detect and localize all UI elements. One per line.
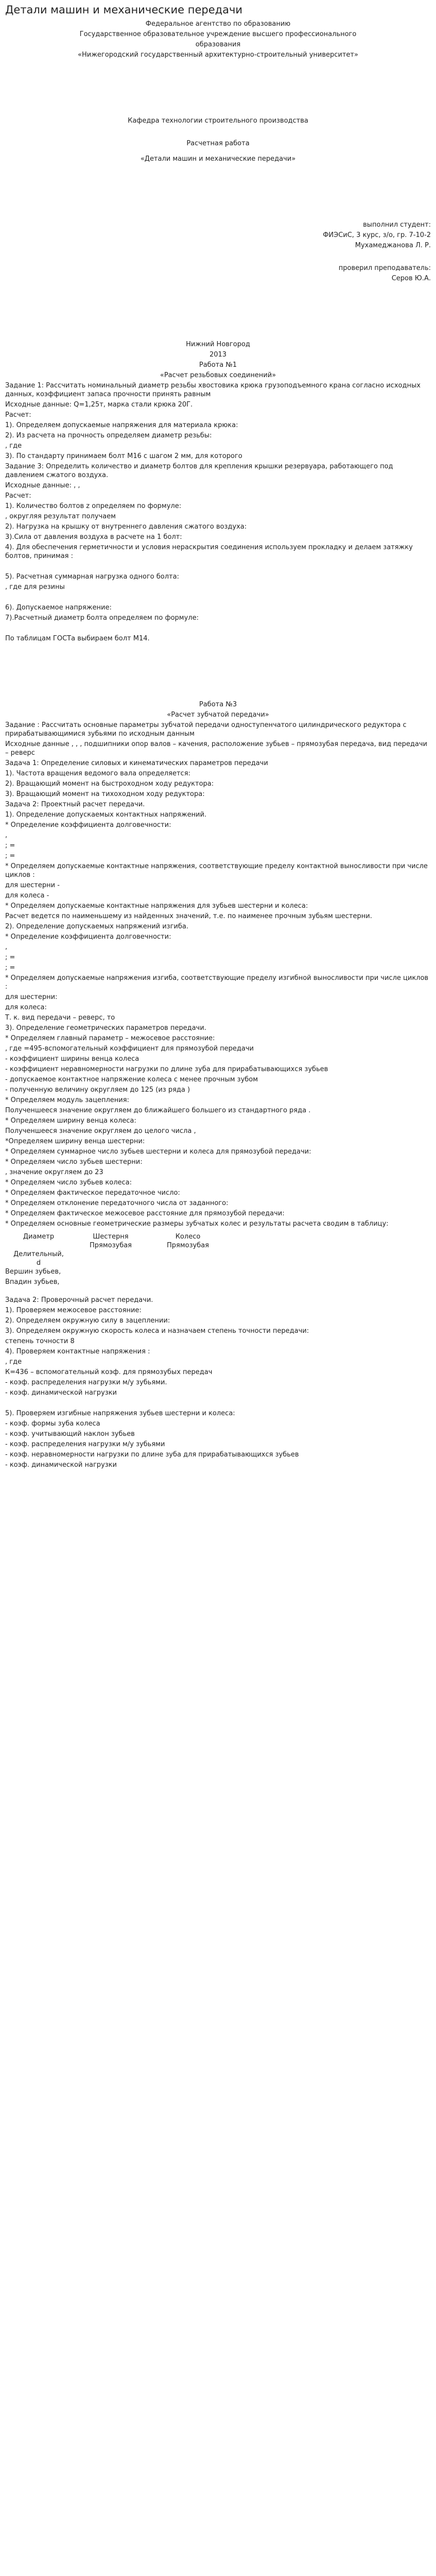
text-line: - коэф. учитывающий наклон зубьев <box>5 1430 135 1438</box>
text-line: Исходные данные: , , <box>5 482 80 489</box>
text-line <box>5 624 431 633</box>
text-line: 3). По стандарту принимаем болт М16 с шагом 2 мм, для которого <box>5 452 242 460</box>
teacher-label: проверил преподаватель: <box>338 264 431 272</box>
work1-title: Работа №1 <box>199 361 237 369</box>
header-line: Федеральное агентство по образованию <box>145 20 291 28</box>
text-line: ; = <box>5 954 15 961</box>
text-line: 2). Вращающий момент на быстроходном ходу редуктора: <box>5 780 214 788</box>
text-line: для колеса - <box>5 892 49 900</box>
text-line: 6). Допускаемое напряжение: <box>5 604 112 612</box>
text-line: * Определяем фактическое межосевое расстояние для прямозубой передачи: <box>5 1210 285 1217</box>
text-line: , значение округляем до 23 <box>5 1168 103 1176</box>
text-line: 1). Частота вращения ведомого вала определяется: <box>5 770 190 777</box>
text-line: * Определяем отклонение передаточного числа от заданного: <box>5 1199 229 1207</box>
text-line: По таблицам ГОСТа выбираем болт М14. <box>5 635 150 642</box>
text-line: , где <box>5 442 22 450</box>
gear-dimensions-table <box>5 1232 431 1286</box>
teacher-block <box>5 264 431 283</box>
table-row-label: Вершин зубьев, <box>5 1268 61 1276</box>
text-line: - коэффициент ширины венца колеса <box>5 1055 139 1063</box>
header-line: «Нижегородский государственный архитектурно-строительный университет» <box>78 51 358 59</box>
text-line: для шестерни: <box>5 993 58 1001</box>
text-line <box>5 1399 431 1408</box>
text-line: К=436 – вспомогательный коэф. для прямозубых передач <box>5 1368 213 1376</box>
text-line <box>5 593 431 602</box>
table-header-row <box>5 1232 431 1241</box>
work3-body-b <box>5 1296 431 1469</box>
text-line: , где <box>5 1358 22 1366</box>
table-cell: Делительный, <box>13 1250 64 1258</box>
text-line: * Определяем число зубьев шестерни: <box>5 1158 143 1166</box>
text-line: - допускаемое контактное напряжение колеса с менее прочным зубом <box>5 1076 258 1083</box>
text-line: ; = <box>5 852 15 860</box>
teacher-name: Серов Ю.А. <box>391 275 431 282</box>
text-line: , где для резины <box>5 583 65 591</box>
text-line: * Определяем допускаемые контактные напряжения для зубьев шестерни и колеса: <box>5 902 308 910</box>
text-line: - коэф. неравномерности нагрузки по длине зуба для прирабатывающихся зубьев <box>5 1451 299 1459</box>
text-line: , <box>5 832 8 839</box>
text-line: 3). Определение геометрических параметров передачи. <box>5 1024 206 1032</box>
text-line: 2). Нагрузка на крышку от внутреннего давления сжатого воздуха: <box>5 523 247 531</box>
text-line: Полученшееся значение округляем до целого числа , <box>5 1127 196 1135</box>
document-title: Детали машин и механические передачи <box>5 4 243 16</box>
text-line: 1). Определение допускаемых контактных напряжений. <box>5 811 207 819</box>
table-cell: d <box>36 1259 41 1267</box>
text-line: 1). Количество болтов z определяем по формуле: <box>5 502 182 510</box>
text-line: 7).Расчетный диаметр болта определяем по формуле: <box>5 614 199 622</box>
text-line: 2). Определение допускаемых напряжений изгиба. <box>5 923 188 930</box>
text-line: * Определяем модуль зацепления: <box>5 1096 129 1104</box>
text-line: ; = <box>5 964 15 972</box>
text-line: - коэф. формы зуба колеса <box>5 1420 100 1428</box>
work-title: «Детали машин и механические передачи» <box>140 155 296 163</box>
department: Кафедра технологии строительного производства <box>128 117 308 125</box>
table-row <box>5 1259 431 1267</box>
text-line: * Определяем число зубьев колеса: <box>5 1179 132 1187</box>
text-line: *Определяем ширину венца шестерни: <box>5 1138 145 1145</box>
text-line: - коэффициент неравномерности нагрузки по длине зуба для прирабатывающихся зубьев <box>5 1065 328 1073</box>
text-line: - коэф. распределения нагрузки м/у зубьями. <box>5 1379 167 1386</box>
text-line: 5). Проверяем изгибные напряжения зубьев шестерни и колеса: <box>5 1410 235 1417</box>
text-line: * Определяем суммарное число зубьев шестерни и колеса для прямозубой передачи: <box>5 1148 311 1156</box>
work-type: Расчетная работа <box>186 140 250 147</box>
student-name: Мухамеджанова Л. Р. <box>355 242 431 249</box>
text-line: Задача 2: Проверочный расчет передачи. <box>5 1296 153 1304</box>
work1-subtitle: «Расчет резьбовых соединений» <box>160 371 276 379</box>
text-line: , <box>5 943 8 951</box>
text-line: * Определяем допускаемые контактные напряжения, соответствующие пределу контактной выносливости при числе циклов : <box>5 862 428 879</box>
text-line: * Определяем фактическое передаточное число: <box>5 1189 180 1197</box>
table-header-cell: Колесо <box>175 1233 201 1241</box>
student-block <box>5 221 431 250</box>
header-line: образования <box>195 41 241 48</box>
text-line: - коэф. динамической нагрузки <box>5 1461 117 1469</box>
text-line: Расчет: <box>5 411 31 419</box>
text-line: Задача 1: Определение силовых и кинематических параметров передачи <box>5 759 268 767</box>
text-line: * Определение коэффициента долговечности: <box>5 933 171 941</box>
text-line: * Определяем ширину венца колеса: <box>5 1117 136 1125</box>
table-row <box>5 1250 431 1259</box>
text-line: Полученшееся значение округляем до ближайшего большего из стандартного ряда . <box>5 1107 311 1114</box>
text-line: 1). Определяем допускаемые напряжения для материала крюка: <box>5 421 238 429</box>
text-line: 2). Из расчета на прочность определяем диаметр резьбы: <box>5 432 212 439</box>
text-line: ; = <box>5 842 15 850</box>
text-line: - полученную величину округляем до 125 (из ряда ) <box>5 1086 190 1094</box>
text-line: 4). Для обеспечения герметичности и условия нераскрытия соединения используем прокладку и делаем затяжку болтов, принимая : <box>5 544 413 560</box>
text-line: , где =495-вспомогательный коэффициент для прямозубой передачи <box>5 1045 254 1053</box>
text-line: 1). Проверяем межосевое расстояние: <box>5 1307 142 1314</box>
text-line: Задание : Рассчитать основные параметры зубчатой передачи одноступенчатого цилиндрического редуктора с прирабатывающимися зубьями по исходным данным <box>5 721 407 738</box>
table-header-cell: Прямозубая <box>89 1242 132 1249</box>
student-label: выполнил студент: <box>363 221 431 229</box>
text-line: 5). Расчетная суммарная нагрузка одного болта: <box>5 573 179 581</box>
text-line: Задание 1: Рассчитать номинальный диаметр резьбы хвостовика крюка грузоподъемного крана согласно исходных данных, коэффициент запаса прочности принять равным <box>5 382 421 398</box>
text-line: Задача 2: Проектный расчет передачи. <box>5 801 145 808</box>
header-block <box>5 20 431 59</box>
work1-body <box>5 381 431 643</box>
text-line: 2). Определяем окружную силу в зацеплении: <box>5 1317 170 1325</box>
text-line <box>5 562 431 571</box>
table-header-cell: Шестерня <box>93 1233 129 1241</box>
work3-body-a <box>5 721 431 1228</box>
text-line: - коэф. распределения нагрузки м/у зубьями <box>5 1440 165 1448</box>
work3-subtitle: «Расчет зубчатой передачи» <box>167 711 269 719</box>
text-line: 3). Определяем окружную скорость колеса и назначаем степень точности передачи: <box>5 1327 309 1335</box>
text-line: Исходные данные , , , подшипники опор валов – качения, расположение зубьев – прямозубая передача, вид передачи – реверс <box>5 740 427 757</box>
text-line: * Определение коэффициента долговечности: <box>5 821 171 829</box>
text-line: Т. к. вид передачи – реверс, то <box>5 1014 115 1022</box>
table-header-cell: Прямозубая <box>166 1242 210 1249</box>
text-line: * Определяем допускаемые напряжения изгиба, соответствующие пределу изгибной выносливости при числе циклов : <box>5 974 429 991</box>
header-line: Государственное образовательное учреждение высшего профессионального <box>79 30 357 38</box>
text-line: - коэф. динамической нагрузки <box>5 1389 117 1397</box>
work3-title: Работа №3 <box>199 701 237 708</box>
text-line: 3). Вращающий момент на тихоходном ходу редуктора: <box>5 790 205 798</box>
text-line: * Определяем главный параметр – межосевое расстояние: <box>5 1035 215 1042</box>
text-line: Исходные данные: Q=1,25т, марка стали крюка 20Г. <box>5 401 193 409</box>
text-line: степень точности 8 <box>5 1337 75 1345</box>
text-line: 3).Сила от давления воздуха в расчете на 1 болт: <box>5 533 182 541</box>
text-line: Расчет ведется по наименьшему из найденных значений, т.е. по наименее прочным зубьям шестерни. <box>5 912 372 920</box>
text-line: , округляя результат получаем <box>5 513 116 520</box>
table-subheader-row <box>5 1241 431 1250</box>
text-line: 4). Проверяем контактные напряжения : <box>5 1348 150 1355</box>
table-header-cell: Диаметр <box>23 1233 55 1241</box>
city: Нижний Новгород <box>186 341 250 348</box>
year: 2013 <box>209 351 227 359</box>
text-line: Задание 3: Определить количество и диаметр болтов для крепления крышки резервуара, работающего под давлением сжатого воздуха. <box>5 463 393 479</box>
text-line: для шестерни - <box>5 882 60 889</box>
text-line: * Определяем основные геометрические размеры зубчатых колес и результаты расчета сводим в таблицу: <box>5 1220 389 1228</box>
text-line: Расчет: <box>5 492 31 500</box>
text-line: для колеса: <box>5 1004 47 1011</box>
student-group: ФИЭСиС, 3 курс, з/о, гр. 7-10-2 <box>323 231 431 239</box>
table-row-label: Впадин зубьев, <box>5 1278 60 1286</box>
